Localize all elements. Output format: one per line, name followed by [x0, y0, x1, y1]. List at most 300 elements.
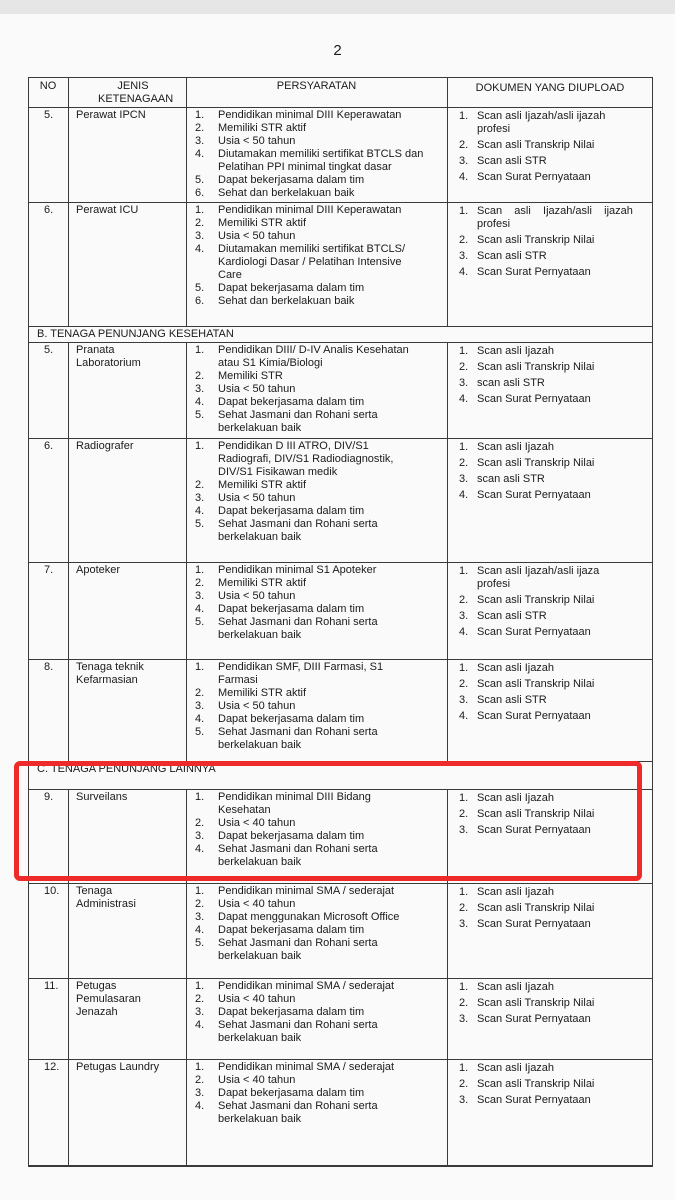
- requirement-text: Memiliki STR aktif: [218, 479, 307, 491]
- requirement-number: 2.: [195, 370, 205, 382]
- requirement-text: Sehat Jasmani dan Rohani serta: [218, 1100, 378, 1112]
- requirement-text: Care: [218, 269, 242, 281]
- document-item: [459, 250, 633, 263]
- header-no: NO: [39, 80, 57, 92]
- position-name: Petugas Laundry: [76, 1061, 160, 1073]
- requirement-number: 3.: [195, 492, 205, 504]
- document-item: [459, 234, 633, 247]
- requirement-item: [195, 898, 399, 911]
- requirement-text: Usia < 50 tahun: [218, 590, 296, 602]
- requirement-text: berkelakuan baik: [218, 1113, 302, 1125]
- document-text: Scan Surat Pernyataan: [477, 1094, 591, 1106]
- row-bottom-line: [28, 883, 653, 884]
- document-text: Scan Surat Pernyataan: [477, 393, 591, 405]
- requirement-item: [195, 1006, 394, 1019]
- requirement-number: 4.: [195, 1100, 205, 1112]
- document-number: 3.: [459, 694, 469, 706]
- document-item: [459, 110, 605, 136]
- column-divider: [447, 1059, 448, 1166]
- requirement-number: 5.: [195, 282, 205, 294]
- requirement-number: 3.: [195, 700, 205, 712]
- document-number: 4.: [459, 266, 469, 278]
- document-text: Scan asli Transkrip Nilai: [477, 808, 595, 820]
- position-name: Surveilans: [76, 791, 128, 803]
- requirement-number: 5.: [195, 726, 205, 738]
- column-divider: [186, 562, 187, 659]
- header-persyaratan: PERSYARATAN: [276, 80, 357, 92]
- column-divider: [186, 342, 187, 438]
- top-bar: [0, 0, 675, 14]
- column-divider: [68, 342, 69, 438]
- document-number: 3.: [459, 1094, 469, 1106]
- requirement-text: Usia < 40 tahun: [218, 1074, 296, 1086]
- requirement-number: 1.: [195, 564, 205, 576]
- column-divider: [186, 659, 187, 761]
- requirement-number: 5.: [195, 616, 205, 628]
- document-number: 2.: [459, 594, 469, 606]
- column-divider: [447, 107, 448, 202]
- column-divider: [447, 883, 448, 978]
- header-dokumen: DOKUMEN YANG DIUPLOAD: [475, 82, 625, 94]
- requirements-list: [195, 661, 383, 752]
- requirement-text: Dapat bekerjasama dalam tim: [218, 1006, 365, 1018]
- row-number: 6.: [44, 440, 54, 452]
- requirement-item: [195, 1087, 394, 1100]
- document-number: 4.: [459, 626, 469, 638]
- document-number: 1.: [459, 1062, 469, 1074]
- document-item: [459, 171, 605, 184]
- requirement-text: Dapat bekerjasama dalam tim: [218, 1087, 365, 1099]
- document-item: [459, 594, 599, 607]
- requirement-text: Pelatihan PPI minimal tingkat dasar: [218, 161, 392, 173]
- requirement-text: Pendidikan SMF, DIII Farmasi, S1: [218, 661, 384, 673]
- requirement-number: 1.: [195, 204, 205, 216]
- document-text: Scan asli STR: [477, 694, 547, 706]
- row-bottom-line: [28, 659, 653, 660]
- column-divider: [447, 202, 448, 326]
- requirement-item: [195, 479, 393, 492]
- requirement-item: [195, 243, 405, 282]
- requirement-text: berkelakuan baik: [218, 739, 302, 751]
- document-item: [459, 902, 594, 915]
- requirement-text: Kesehatan: [218, 804, 271, 816]
- header-bottom-line: [28, 107, 653, 108]
- document-text: Scan asli Transkrip Nilai: [477, 594, 595, 606]
- requirement-number: 3.: [195, 911, 205, 923]
- position-name: Pranata: [76, 344, 115, 356]
- document-item: [459, 205, 633, 231]
- position-name: Radiografer: [76, 440, 134, 452]
- document-item: [459, 662, 594, 675]
- document-number: 4.: [459, 710, 469, 722]
- requirements-list: [195, 980, 394, 1045]
- requirement-text: Kardiologi Dasar / Pelatihan Intensive: [218, 256, 402, 268]
- requirement-item: [195, 616, 378, 642]
- document-number: 3.: [459, 155, 469, 167]
- document-text: Scan Surat Pernyataan: [477, 626, 591, 638]
- document-number: 4.: [459, 393, 469, 405]
- requirement-item: [195, 590, 378, 603]
- requirement-text: Sehat Jasmani dan Rohani serta: [218, 1019, 378, 1031]
- requirement-number: 4.: [195, 148, 205, 160]
- column-divider: [186, 107, 187, 202]
- requirement-text: Usia < 50 tahun: [218, 700, 296, 712]
- requirement-item: [195, 295, 405, 308]
- requirement-item: [195, 911, 399, 924]
- requirement-number: 5.: [195, 174, 205, 186]
- document-item: [459, 441, 594, 454]
- requirement-number: 6.: [195, 295, 205, 307]
- documents-list: [459, 345, 594, 409]
- document-text: Scan asli Transkrip Nilai: [477, 139, 595, 151]
- requirement-number: 2.: [195, 817, 205, 829]
- row-number: 11.: [44, 980, 59, 992]
- position-name: Administrasi: [76, 898, 136, 910]
- row-bottom-line: [28, 978, 653, 979]
- requirement-text: Sehat Jasmani dan Rohani serta: [218, 937, 378, 949]
- document-item: [459, 266, 633, 279]
- requirement-number: 5.: [195, 409, 205, 421]
- document-text: Scan asli Ijazah: [477, 981, 555, 993]
- document-number: 2.: [459, 808, 469, 820]
- document-number: 2.: [459, 139, 469, 151]
- document-text: scan asli STR: [477, 473, 545, 485]
- requirement-item: [195, 885, 399, 898]
- document-number: 4.: [459, 171, 469, 183]
- requirement-number: 1.: [195, 109, 205, 121]
- document-text: Scan asli Ijazah: [477, 662, 555, 674]
- column-divider: [186, 202, 187, 326]
- requirement-text: Sehat Jasmani dan Rohani serta: [218, 616, 378, 628]
- requirement-item: [195, 661, 383, 687]
- requirements-list: [195, 440, 393, 544]
- document-item: [459, 155, 605, 168]
- requirement-item: [195, 122, 423, 135]
- document-item: [459, 489, 594, 502]
- requirement-item: [195, 700, 383, 713]
- requirement-text: Sehat Jasmani dan Rohani serta: [218, 843, 378, 855]
- document-number: 2.: [459, 234, 469, 246]
- row-number: 7.: [44, 564, 54, 576]
- requirement-item: [195, 282, 405, 295]
- requirement-number: 3.: [195, 590, 205, 602]
- document-item: [459, 710, 594, 723]
- requirements-list: [195, 344, 409, 435]
- requirement-item: [195, 937, 399, 963]
- requirement-text: berkelakuan baik: [218, 950, 302, 962]
- row-bottom-line: [28, 202, 653, 203]
- requirement-item: [195, 370, 409, 383]
- document-text: Scan asli Transkrip Nilai: [477, 361, 595, 373]
- requirement-item: [195, 577, 378, 590]
- requirement-item: [195, 109, 423, 122]
- section-b-title-bottom-line: [28, 342, 653, 343]
- requirement-item: [195, 1019, 394, 1045]
- document-number: 1.: [459, 205, 469, 217]
- document-text: Scan asli Transkrip Nilai: [477, 1078, 595, 1090]
- column-divider: [68, 202, 69, 326]
- row-number: 5.: [44, 109, 54, 121]
- document-text: Scan asli Ijazah/asli ijazah: [477, 205, 633, 217]
- requirement-number: 2.: [195, 122, 205, 134]
- column-divider: [447, 659, 448, 761]
- document-number: 3.: [459, 473, 469, 485]
- document-item: [459, 1094, 594, 1107]
- column-divider: [186, 978, 187, 1059]
- document-text: profesi: [477, 578, 511, 590]
- requirement-text: DIV/S1 Fisikawan medik: [218, 466, 338, 478]
- requirement-number: 4.: [195, 243, 205, 255]
- position-name: Perawat ICU: [76, 204, 139, 216]
- requirement-text: Usia < 40 tahun: [218, 817, 296, 829]
- requirement-number: 1.: [195, 980, 205, 992]
- column-divider: [186, 438, 187, 562]
- document-number: 2.: [459, 361, 469, 373]
- requirement-item: [195, 687, 383, 700]
- column-divider: [68, 978, 69, 1059]
- column-divider: [447, 978, 448, 1059]
- requirement-text: Dapat bekerjasama dalam tim: [218, 924, 365, 936]
- requirement-item: [195, 492, 393, 505]
- requirement-number: 1.: [195, 885, 205, 897]
- row-bottom-line: [28, 326, 653, 327]
- requirement-number: 1.: [195, 344, 205, 356]
- document-text: Scan asli Ijazah: [477, 886, 555, 898]
- requirement-text: atau S1 Kimia/Biologi: [218, 357, 323, 369]
- requirement-text: Farmasi: [218, 674, 258, 686]
- requirement-item: [195, 1100, 394, 1126]
- requirements-list: [195, 885, 399, 963]
- row-bottom-line: [28, 1166, 653, 1167]
- document-text: Scan asli Ijazah/asli ijaza: [477, 565, 600, 577]
- document-number: 1.: [459, 792, 469, 804]
- requirement-text: Memiliki STR aktif: [218, 122, 307, 134]
- requirement-number: 2.: [195, 993, 205, 1005]
- requirements-list: [195, 204, 405, 308]
- requirement-text: Usia < 50 tahun: [218, 230, 296, 242]
- position-name: Tenaga: [76, 885, 113, 897]
- document-number: 3.: [459, 250, 469, 262]
- requirement-number: 2.: [195, 479, 205, 491]
- section-b-title: B. TENAGA PENUNJANG KESEHATAN: [37, 328, 234, 340]
- document-number: 3.: [459, 824, 469, 836]
- requirement-text: Usia < 50 tahun: [218, 492, 296, 504]
- document-item: [459, 997, 594, 1010]
- requirement-text: Usia < 50 tahun: [218, 383, 296, 395]
- requirement-item: [195, 726, 383, 752]
- requirement-text: Pendidikan minimal SMA / sederajat: [218, 1061, 395, 1073]
- document-text: Scan asli Ijazah: [477, 1062, 555, 1074]
- requirement-item: [195, 564, 378, 577]
- documents-list: [459, 205, 633, 282]
- requirement-text: Dapat bekerjasama dalam tim: [218, 830, 365, 842]
- position-name: Jenazah: [76, 1006, 118, 1018]
- requirement-text: Sehat Jasmani dan Rohani serta: [218, 726, 378, 738]
- column-divider: [68, 562, 69, 659]
- header-divider: [68, 77, 69, 107]
- document-text: Scan asli Transkrip Nilai: [477, 678, 595, 690]
- row-number: 9.: [44, 791, 54, 803]
- requirement-item: [195, 993, 394, 1006]
- documents-list: [459, 441, 594, 505]
- document-text: Scan asli STR: [477, 610, 547, 622]
- requirement-text: Usia < 40 tahun: [218, 898, 296, 910]
- requirement-text: Memiliki STR aktif: [218, 217, 307, 229]
- requirements-list: [195, 564, 378, 642]
- requirement-text: Dapat bekerjasama dalam tim: [218, 603, 365, 615]
- row-number: 10.: [44, 885, 60, 897]
- column-divider: [186, 1059, 187, 1166]
- requirement-number: 4.: [195, 843, 205, 855]
- documents-list: [459, 565, 599, 642]
- requirement-text: Pendidikan minimal SMA / sederajat: [218, 980, 395, 992]
- document-number: 2.: [459, 902, 469, 914]
- column-divider: [68, 1059, 69, 1166]
- requirements-list: [195, 1061, 394, 1126]
- document-number: 1.: [459, 981, 469, 993]
- requirement-item: [195, 409, 409, 435]
- document-text: Scan asli STR: [477, 250, 547, 262]
- requirement-text: Memiliki STR aktif: [218, 577, 307, 589]
- position-name: Petugas: [76, 980, 117, 992]
- requirement-item: [195, 1074, 394, 1087]
- requirement-text: Diutamakan memiliki sertifikat BTCLS/: [218, 243, 406, 255]
- document-item: [459, 361, 594, 374]
- requirement-text: Dapat menggunakan Microsoft Office: [218, 911, 400, 923]
- position-name: Kefarmasian: [76, 674, 138, 686]
- requirement-text: Sehat Jasmani dan Rohani serta: [218, 518, 378, 530]
- requirement-text: Usia < 50 tahun: [218, 135, 296, 147]
- row-bottom-line: [28, 1059, 653, 1060]
- requirement-text: Dapat bekerjasama dalam tim: [218, 505, 365, 517]
- requirement-item: [195, 505, 393, 518]
- document-number: 2.: [459, 997, 469, 1009]
- requirement-number: 4.: [195, 1019, 205, 1031]
- page-number: 2: [333, 42, 342, 59]
- column-divider: [68, 107, 69, 202]
- requirement-item: [195, 217, 405, 230]
- requirement-item: [195, 396, 409, 409]
- requirement-item: [195, 713, 383, 726]
- requirement-text: Dapat bekerjasama dalam tim: [218, 713, 365, 725]
- document-item: [459, 1078, 594, 1091]
- requirement-number: 3.: [195, 1006, 205, 1018]
- requirement-number: 2.: [195, 217, 205, 229]
- document-text: Scan asli STR: [477, 155, 547, 167]
- requirement-text: Pendidikan minimal DIII Keperawatan: [218, 204, 402, 216]
- document-number: 3.: [459, 918, 469, 930]
- document-number: 1.: [459, 345, 469, 357]
- requirement-number: 1.: [195, 661, 205, 673]
- requirement-number: 3.: [195, 383, 205, 395]
- requirement-text: Pendidikan minimal SMA / sederajat: [218, 885, 395, 897]
- documents-list: [459, 981, 594, 1029]
- requirement-item: [195, 148, 423, 174]
- requirement-text: Diutamakan memiliki sertifikat BTCLS dan: [218, 148, 424, 160]
- requirement-number: 4.: [195, 603, 205, 615]
- highlight-box: [14, 761, 642, 881]
- requirement-number: 4.: [195, 713, 205, 725]
- requirement-text: berkelakuan baik: [218, 422, 302, 434]
- document-item: [459, 918, 594, 931]
- document-item: [459, 1062, 594, 1075]
- requirement-text: berkelakuan baik: [218, 856, 302, 868]
- requirement-item: [195, 1061, 394, 1074]
- requirement-number: 4.: [195, 924, 205, 936]
- document-text: Scan asli Transkrip Nilai: [477, 457, 595, 469]
- document-number: 3.: [459, 1013, 469, 1025]
- requirement-number: 3.: [195, 230, 205, 242]
- document-item: [459, 377, 594, 390]
- requirement-text: Usia < 40 tahun: [218, 993, 296, 1005]
- row-bottom-line: [28, 438, 653, 439]
- requirement-text: Memiliki STR aktif: [218, 687, 307, 699]
- position-name: Perawat IPCN: [76, 109, 146, 121]
- document-text: Scan asli Ijazah: [477, 345, 555, 357]
- column-divider: [186, 883, 187, 978]
- requirement-number: 3.: [195, 1087, 205, 1099]
- position-name: Apoteker: [76, 564, 121, 576]
- document-number: 1.: [459, 110, 469, 122]
- requirements-list: [195, 109, 423, 200]
- document-text: Scan Surat Pernyataan: [477, 710, 591, 722]
- requirement-number: 3.: [195, 135, 205, 147]
- requirement-text: Pendidikan minimal DIII Bidang: [218, 791, 371, 803]
- requirement-number: 1.: [195, 1061, 205, 1073]
- document-number: 4.: [459, 489, 469, 501]
- position-name: Tenaga teknik: [76, 661, 144, 673]
- document-text: Scan asli Transkrip Nilai: [477, 997, 595, 1009]
- requirement-item: [195, 924, 399, 937]
- requirement-item: [195, 603, 378, 616]
- document-number: 2.: [459, 678, 469, 690]
- requirement-item: [195, 135, 423, 148]
- document-text: Scan asli Transkrip Nilai: [477, 902, 595, 914]
- document-number: 3.: [459, 610, 469, 622]
- document-item: [459, 473, 594, 486]
- requirement-item: [195, 230, 405, 243]
- requirement-item: [195, 518, 393, 544]
- document-item: [459, 610, 599, 623]
- documents-list: [459, 886, 594, 934]
- document-text: scan asli STR: [477, 377, 545, 389]
- document-number: 2.: [459, 457, 469, 469]
- document-item: [459, 393, 594, 406]
- requirement-number: 3.: [195, 830, 205, 842]
- document-text: Scan Surat Pernyataan: [477, 266, 591, 278]
- document-text: Scan Surat Pernyataan: [477, 489, 591, 501]
- document-text: Scan Surat Pernyataan: [477, 824, 591, 836]
- requirement-item: [195, 980, 394, 993]
- requirement-text: Sehat dan berkelakuan baik: [218, 295, 355, 307]
- document-number: 1.: [459, 441, 469, 453]
- document-text: Scan Surat Pernyataan: [477, 171, 591, 183]
- documents-list: [459, 110, 605, 187]
- requirement-number: 2.: [195, 577, 205, 589]
- requirement-text: berkelakuan baik: [218, 629, 302, 641]
- row-number: 6.: [44, 204, 54, 216]
- requirement-number: 6.: [195, 187, 205, 199]
- document-text: profesi: [477, 123, 511, 135]
- requirement-text: berkelakuan baik: [218, 1032, 302, 1044]
- requirement-text: Dapat bekerjasama dalam tim: [218, 282, 365, 294]
- document-item: [459, 694, 594, 707]
- document-text: profesi: [477, 218, 511, 230]
- requirement-text: Radiografi, DIV/S1 Radiodiagnostik,: [218, 453, 394, 465]
- document-item: [459, 678, 594, 691]
- requirement-number: 5.: [195, 518, 205, 530]
- requirement-number: 1.: [195, 791, 205, 803]
